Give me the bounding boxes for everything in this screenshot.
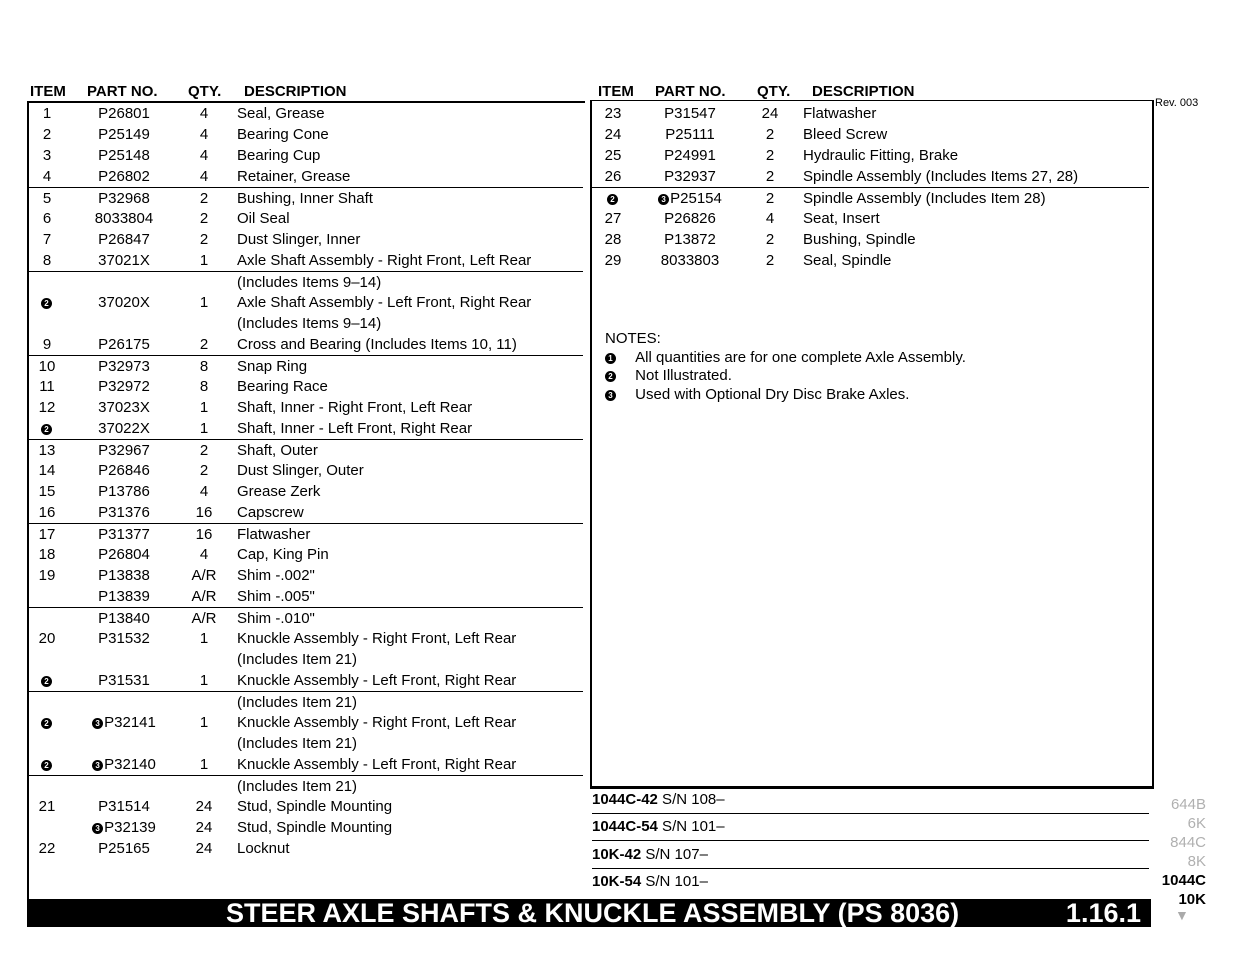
note-ref-icon: 3 <box>92 718 103 729</box>
description-cell: Oil Seal <box>237 210 290 227</box>
table-row <box>29 733 583 754</box>
table-row <box>29 124 583 145</box>
description-cell: Bearing Cup <box>237 147 321 164</box>
description-cell: Spindle Assembly (Includes Items 27, 28) <box>803 168 1079 185</box>
item-cell: 25 <box>604 147 622 164</box>
quantity-cell: 2 <box>765 231 775 248</box>
description-cell: Stud, Spindle Mounting <box>237 798 393 815</box>
description-cell: Shim -.002" <box>237 567 315 584</box>
note-ref-icon: 2 <box>607 194 618 205</box>
table-row <box>29 544 583 565</box>
table-row <box>29 418 583 439</box>
quantity-cell: 8 <box>199 358 209 375</box>
part-number-cell <box>652 188 728 209</box>
description-cell: Stud, Spindle Mounting <box>237 819 393 836</box>
table-row <box>592 187 1149 209</box>
quantity-cell: 2 <box>765 252 775 269</box>
quantity-cell: 2 <box>199 442 209 459</box>
item-cell: 1 <box>42 105 52 122</box>
header-desc-right: DESCRIPTION <box>812 83 915 100</box>
model-label: 8K <box>1187 853 1206 870</box>
description-cell: Dust Slinger, Inner <box>237 231 361 248</box>
description-cell: Knuckle Assembly - Left Front, Right Rear <box>237 756 517 773</box>
description-cell: Locknut <box>237 840 290 857</box>
quantity-cell: 24 <box>761 105 779 122</box>
part-number-cell <box>87 817 161 838</box>
description-cell: (Includes Item 21) <box>237 778 358 795</box>
quantity-cell: A/R <box>191 588 217 605</box>
table-row <box>29 439 583 461</box>
quantity-cell: 1 <box>199 714 209 731</box>
note-item <box>605 386 909 403</box>
serial-row <box>592 842 1149 869</box>
model-label: 10K <box>1178 891 1206 908</box>
table-row <box>29 481 583 502</box>
quantity-cell: 1 <box>199 420 209 437</box>
description-cell: Axle Shaft Assembly - Right Front, Left Rear <box>237 252 532 269</box>
description-cell: Bearing Cone <box>237 126 329 143</box>
quantity-cell: 24 <box>195 798 213 815</box>
description-cell: Hydraulic Fitting, Brake <box>803 147 959 164</box>
model-label: 644B <box>1170 796 1206 813</box>
table-row <box>29 586 583 607</box>
description-cell: Snap Ring <box>237 358 308 375</box>
part-number-cell: P32973 <box>98 358 150 375</box>
table-row <box>29 460 583 481</box>
item-cell <box>29 754 65 775</box>
part-number-cell: P31532 <box>98 630 150 647</box>
item-cell: 10 <box>38 358 56 375</box>
note-ref-icon: 2 <box>41 424 52 435</box>
description-cell: (Includes Item 21) <box>237 651 358 668</box>
description-cell: Shaft, Inner - Right Front, Left Rear <box>237 399 473 416</box>
part-number-cell: P26175 <box>98 336 150 353</box>
part-number-cell: P31377 <box>98 526 150 543</box>
item-cell: 5 <box>42 190 52 207</box>
quantity-cell: 1 <box>199 252 209 269</box>
note-marker-icon: 1 <box>605 353 616 364</box>
part-number-cell: P25111 <box>665 126 715 143</box>
item-cell: 27 <box>604 210 622 227</box>
table-row <box>29 754 583 775</box>
table-row <box>29 250 583 271</box>
item-cell: 23 <box>604 105 622 122</box>
table-row <box>29 817 583 838</box>
part-number-cell: 37023X <box>98 399 150 416</box>
description-cell: Shim -.005" <box>237 588 315 605</box>
description-cell: Cross and Bearing (Includes Items 10, 11) <box>237 336 517 353</box>
table-row <box>592 250 1149 271</box>
revision-label: Rev. 003 <box>1155 97 1199 109</box>
quantity-cell: 1 <box>199 399 209 416</box>
cell-text: P32140 <box>104 756 156 773</box>
part-number-cell: P13839 <box>98 588 150 605</box>
part-number-cell: P31531 <box>98 672 150 689</box>
description-cell: Seat, Insert <box>803 210 880 227</box>
item-cell <box>29 292 65 313</box>
quantity-cell: 1 <box>199 756 209 773</box>
item-cell: 22 <box>38 840 56 857</box>
description-cell: Knuckle Assembly - Right Front, Left Rear <box>237 714 517 731</box>
description-cell: Shaft, Inner - Left Front, Right Rear <box>237 420 473 437</box>
table-row <box>592 145 1149 166</box>
note-ref-icon: 3 <box>92 760 103 771</box>
table-row <box>29 565 583 586</box>
item-cell: 7 <box>42 231 52 248</box>
quantity-cell: 2 <box>765 190 775 207</box>
header-item-right: ITEM <box>598 83 634 100</box>
note-ref-icon: 2 <box>41 760 52 771</box>
serial-number: S/N 107– <box>641 846 708 863</box>
item-cell: 16 <box>38 504 56 521</box>
item-cell: 11 <box>39 378 55 395</box>
table-row <box>592 124 1149 145</box>
description-cell: Seal, Spindle <box>803 252 892 269</box>
table-row <box>29 103 583 124</box>
description-cell: (Includes Items 9–14) <box>237 274 382 291</box>
part-number-cell: P26847 <box>98 231 150 248</box>
quantity-cell: 24 <box>195 840 213 857</box>
description-cell: Bushing, Spindle <box>803 231 916 248</box>
part-number-cell: P31376 <box>98 504 150 521</box>
item-cell: 15 <box>38 483 56 500</box>
note-ref-icon: 3 <box>92 823 103 834</box>
table-row <box>29 292 583 313</box>
part-number-cell: P26804 <box>98 546 150 563</box>
description-cell: Bleed Screw <box>803 126 888 143</box>
serial-model: 10K-54 <box>592 873 642 890</box>
serial-row <box>592 869 1149 895</box>
table-row <box>29 397 583 418</box>
table-row <box>29 187 583 209</box>
table-row <box>29 334 583 355</box>
item-cell: 4 <box>42 168 52 185</box>
part-number-cell: P25148 <box>98 147 150 164</box>
item-cell: 26 <box>604 168 622 185</box>
description-cell: Retainer, Grease <box>237 168 351 185</box>
part-number-cell: P13786 <box>98 483 150 500</box>
serial-number: S/N 108– <box>657 791 725 808</box>
part-number-cell: P26846 <box>98 462 150 479</box>
item-cell: 8 <box>42 252 52 269</box>
note-marker-icon: 2 <box>605 371 616 382</box>
item-cell: 3 <box>42 147 52 164</box>
quantity-cell: 2 <box>199 231 209 248</box>
part-number-cell: P13872 <box>664 231 716 248</box>
quantity-cell: 4 <box>199 546 209 563</box>
quantity-cell: 24 <box>195 819 213 836</box>
item-cell <box>29 418 65 439</box>
serial-row <box>592 814 1149 841</box>
quantity-cell: A/R <box>191 567 217 584</box>
part-number-cell: 37021X <box>98 252 150 269</box>
quantity-cell: 4 <box>199 168 209 185</box>
table-row <box>29 670 583 691</box>
quantity-cell: 4 <box>765 210 775 227</box>
quantity-cell: 2 <box>765 147 775 164</box>
description-cell: Bearing Race <box>237 378 328 395</box>
part-number-cell: P13840 <box>98 610 150 627</box>
description-cell: (Includes Items 9–14) <box>237 315 382 332</box>
part-number-cell: P32972 <box>98 378 150 395</box>
table-row <box>29 208 583 229</box>
item-cell: 17 <box>38 526 56 543</box>
description-cell: Knuckle Assembly - Right Front, Left Rear <box>237 630 517 647</box>
table-row <box>592 103 1149 124</box>
description-cell: Seal, Grease <box>237 105 325 122</box>
part-number-cell: P26826 <box>664 210 716 227</box>
note-text: All quantities are for one complete Axle Assembly. <box>635 349 966 366</box>
part-number-cell: P13838 <box>98 567 150 584</box>
serial-number: S/N 101– <box>641 873 708 890</box>
serial-model: 1044C-42 <box>592 791 658 808</box>
quantity-cell: 2 <box>199 190 209 207</box>
description-cell: Capscrew <box>237 504 304 521</box>
quantity-cell: 4 <box>199 147 209 164</box>
description-cell: Cap, King Pin <box>237 546 329 563</box>
note-ref-icon: 2 <box>41 718 52 729</box>
item-cell: 19 <box>38 567 56 584</box>
table-row <box>29 691 583 713</box>
quantity-cell: 4 <box>199 483 209 500</box>
table-row <box>29 145 583 166</box>
model-label: 844C <box>1170 834 1206 851</box>
description-cell: Dust Slinger, Outer <box>237 462 364 479</box>
item-cell: 29 <box>604 252 622 269</box>
item-cell: 14 <box>38 462 56 479</box>
item-cell: 24 <box>604 126 622 143</box>
description-cell: Knuckle Assembly - Left Front, Right Rear <box>237 672 517 689</box>
table-row <box>29 376 583 397</box>
quantity-cell: 16 <box>195 504 213 521</box>
title-bar <box>27 899 1151 927</box>
cell-text: P32139 <box>104 819 156 836</box>
part-number-cell: P25149 <box>98 126 150 143</box>
quantity-cell: 2 <box>199 210 209 227</box>
table-row <box>29 796 583 817</box>
quantity-cell: 16 <box>195 526 213 543</box>
description-cell: Flatwasher <box>803 105 877 122</box>
notes-section <box>605 330 966 403</box>
item-cell: 2 <box>42 126 52 143</box>
item-cell <box>596 188 630 209</box>
quantity-cell: 4 <box>199 126 209 143</box>
part-number-cell: P32967 <box>98 442 150 459</box>
header-qty-left: QTY. <box>188 83 222 100</box>
note-item <box>605 349 966 366</box>
part-number-cell: P31514 <box>98 798 150 815</box>
table-row <box>592 166 1149 187</box>
item-cell: 12 <box>38 399 56 416</box>
serial-number: S/N 101– <box>657 818 725 835</box>
table-row <box>592 208 1149 229</box>
quantity-cell: A/R <box>191 610 217 627</box>
note-ref-icon: 3 <box>658 194 669 205</box>
part-number-cell <box>87 754 161 775</box>
description-cell: Bushing, Inner Shaft <box>237 190 373 207</box>
item-cell: 9 <box>42 336 52 353</box>
header-part-left: PART NO. <box>87 83 158 100</box>
description-cell: Grease Zerk <box>237 483 321 500</box>
serial-model: 10K-42 <box>592 846 642 863</box>
header-part-right: PART NO. <box>655 83 726 100</box>
quantity-cell: 8 <box>199 378 209 395</box>
item-cell <box>29 670 65 691</box>
quantity-cell: 4 <box>199 105 209 122</box>
table-row <box>29 523 583 545</box>
description-cell: (Includes Item 21) <box>237 694 358 711</box>
note-marker-icon: 3 <box>605 390 616 401</box>
item-cell: 13 <box>38 442 56 459</box>
cell-text: P32141 <box>104 714 156 731</box>
serial-row <box>592 787 1149 814</box>
quantity-cell: 2 <box>765 126 775 143</box>
part-number-cell: P26802 <box>98 168 150 185</box>
table-row <box>29 628 583 649</box>
model-index <box>1162 795 1206 909</box>
table-row <box>29 712 583 733</box>
part-number-cell: 37020X <box>98 294 150 311</box>
part-number-cell: 8033804 <box>94 210 154 227</box>
cell-text: P25154 <box>670 190 722 207</box>
quantity-cell: 1 <box>199 630 209 647</box>
table-row <box>29 607 583 629</box>
item-cell: 28 <box>604 231 622 248</box>
quantity-cell: 2 <box>199 336 209 353</box>
item-cell: 18 <box>38 546 56 563</box>
table-row <box>29 355 583 377</box>
page-title: STEER AXLE SHAFTS & KNUCKLE ASSEMBLY (PS 8036) <box>226 898 960 928</box>
model-label: 6K <box>1187 815 1206 832</box>
part-number-cell: P32937 <box>664 168 716 185</box>
quantity-cell: 2 <box>765 168 775 185</box>
model-label: 1044C <box>1161 872 1206 889</box>
table-row <box>29 649 583 670</box>
description-cell: Shaft, Outer <box>237 442 318 459</box>
table-row <box>592 229 1149 250</box>
note-text: Used with Optional Dry Disc Brake Axles. <box>635 386 910 403</box>
table-row <box>29 775 583 797</box>
notes-heading: NOTES: <box>605 330 661 347</box>
description-cell: Axle Shaft Assembly - Left Front, Right Rear <box>237 294 532 311</box>
part-number-cell: P24991 <box>664 147 716 164</box>
description-cell: (Includes Item 21) <box>237 735 358 752</box>
description-cell: Shim -.010" <box>237 610 315 627</box>
part-number-cell: 37022X <box>98 420 150 437</box>
table-row <box>29 838 583 859</box>
item-cell: 6 <box>42 210 52 227</box>
description-cell: Spindle Assembly (Includes Item 28) <box>803 190 1046 207</box>
section-number: 1.16.1 <box>1065 898 1141 928</box>
table-row <box>29 166 583 187</box>
note-text: Not Illustrated. <box>635 367 732 384</box>
note-ref-icon: 2 <box>41 298 52 309</box>
part-number-cell: P25165 <box>98 840 150 857</box>
quantity-cell: 2 <box>199 462 209 479</box>
part-number-cell: 8033803 <box>660 252 720 269</box>
part-number-cell: P31547 <box>664 105 716 122</box>
part-number-cell <box>87 712 161 733</box>
table-row <box>29 229 583 250</box>
table-row <box>29 502 583 523</box>
header-item-left: ITEM <box>30 83 66 100</box>
note-item <box>605 367 732 384</box>
item-cell <box>29 712 65 733</box>
part-number-cell: P26801 <box>98 105 150 122</box>
item-cell: 20 <box>38 630 56 647</box>
next-page-arrow-icon[interactable]: ▼ <box>1175 907 1189 923</box>
note-ref-icon: 2 <box>41 676 52 687</box>
serial-model: 1044C-54 <box>592 818 658 835</box>
header-qty-right: QTY. <box>757 83 791 100</box>
header-desc-left: DESCRIPTION <box>244 83 347 100</box>
table-row <box>29 313 583 334</box>
table-row <box>29 271 583 293</box>
item-cell: 21 <box>38 798 56 815</box>
quantity-cell: 1 <box>199 294 209 311</box>
part-number-cell: P32968 <box>98 190 150 207</box>
description-cell: Flatwasher <box>237 526 311 543</box>
quantity-cell: 1 <box>199 672 209 689</box>
